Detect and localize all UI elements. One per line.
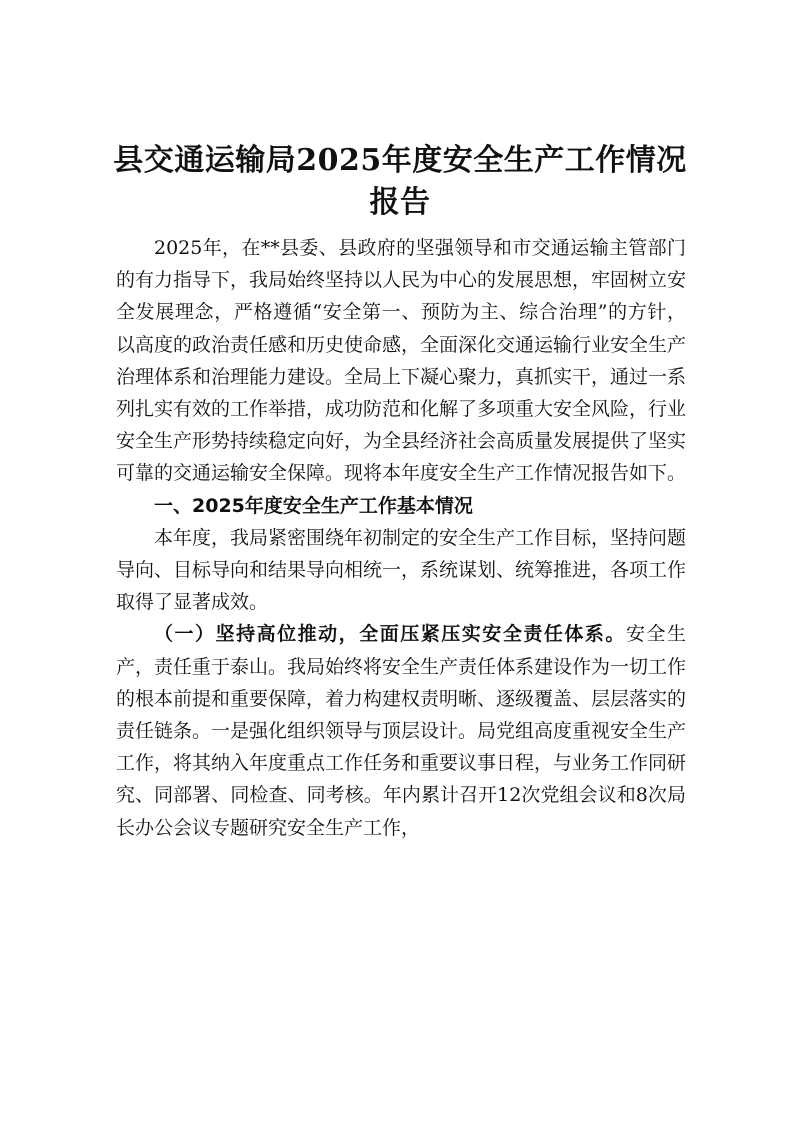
- subsection-text: 安全生产，责任重于泰山。我局始终将安全生产责任体系建设作为一切工作的根本前提和重要保障，着力构建权责明晰、逐级覆盖、层层落实的责任链条。一是强化组织领导与顶层设计。局党组高度重视安全生产工作，将其纳入年度重点工作任务和重要议事日程，与业务工作同研究、同部署、同检查、同考核。年内累计召开12次党组会议和8次局长办公会议专题研究安全生产工作，: [116, 623, 687, 839]
- document-title: 县交通运输局2025年度安全生产工作情况报告: [113, 143, 687, 220]
- intro-paragraph: 2025年，在**县委、县政府的坚强领导和市交通运输主管部门的有力指导下，我局始终坚持以人民为中心的发展思想，牢固树立安全发展理念，严格遵循“安全第一、预防为主、综合治理”的方针，以高度的政治责任感和历史使命感，全面深化交通运输行业安全生产治理体系和治理能力建设。全局上下凝心聚力，真抓实干，通过一系列扎实有效的工作举措，成功防范和化解了多项重大安全风险，行业安全生产形势持续稳定向好，为全县经济社会高质量发展提供了坚实可靠的交通运输安全保障。现将本年度安全生产工作情况报告如下。: [116, 237, 687, 485]
- subsection-heading: （一）坚持高位推动，全面压紧压实安全责任体系。: [154, 623, 626, 646]
- section-intro-paragraph: 本年度，我局紧密围绕年初制定的安全生产工作目标，坚持问题导向、目标导向和结果导向相统一，系统谋划、统筹推进，各项工作取得了显著成效。: [116, 526, 687, 614]
- document-body: [116, 232, 686, 844]
- section-heading: 一、2025年度安全生产工作基本情况: [154, 494, 473, 517]
- subsection-paragraph: [116, 618, 686, 843]
